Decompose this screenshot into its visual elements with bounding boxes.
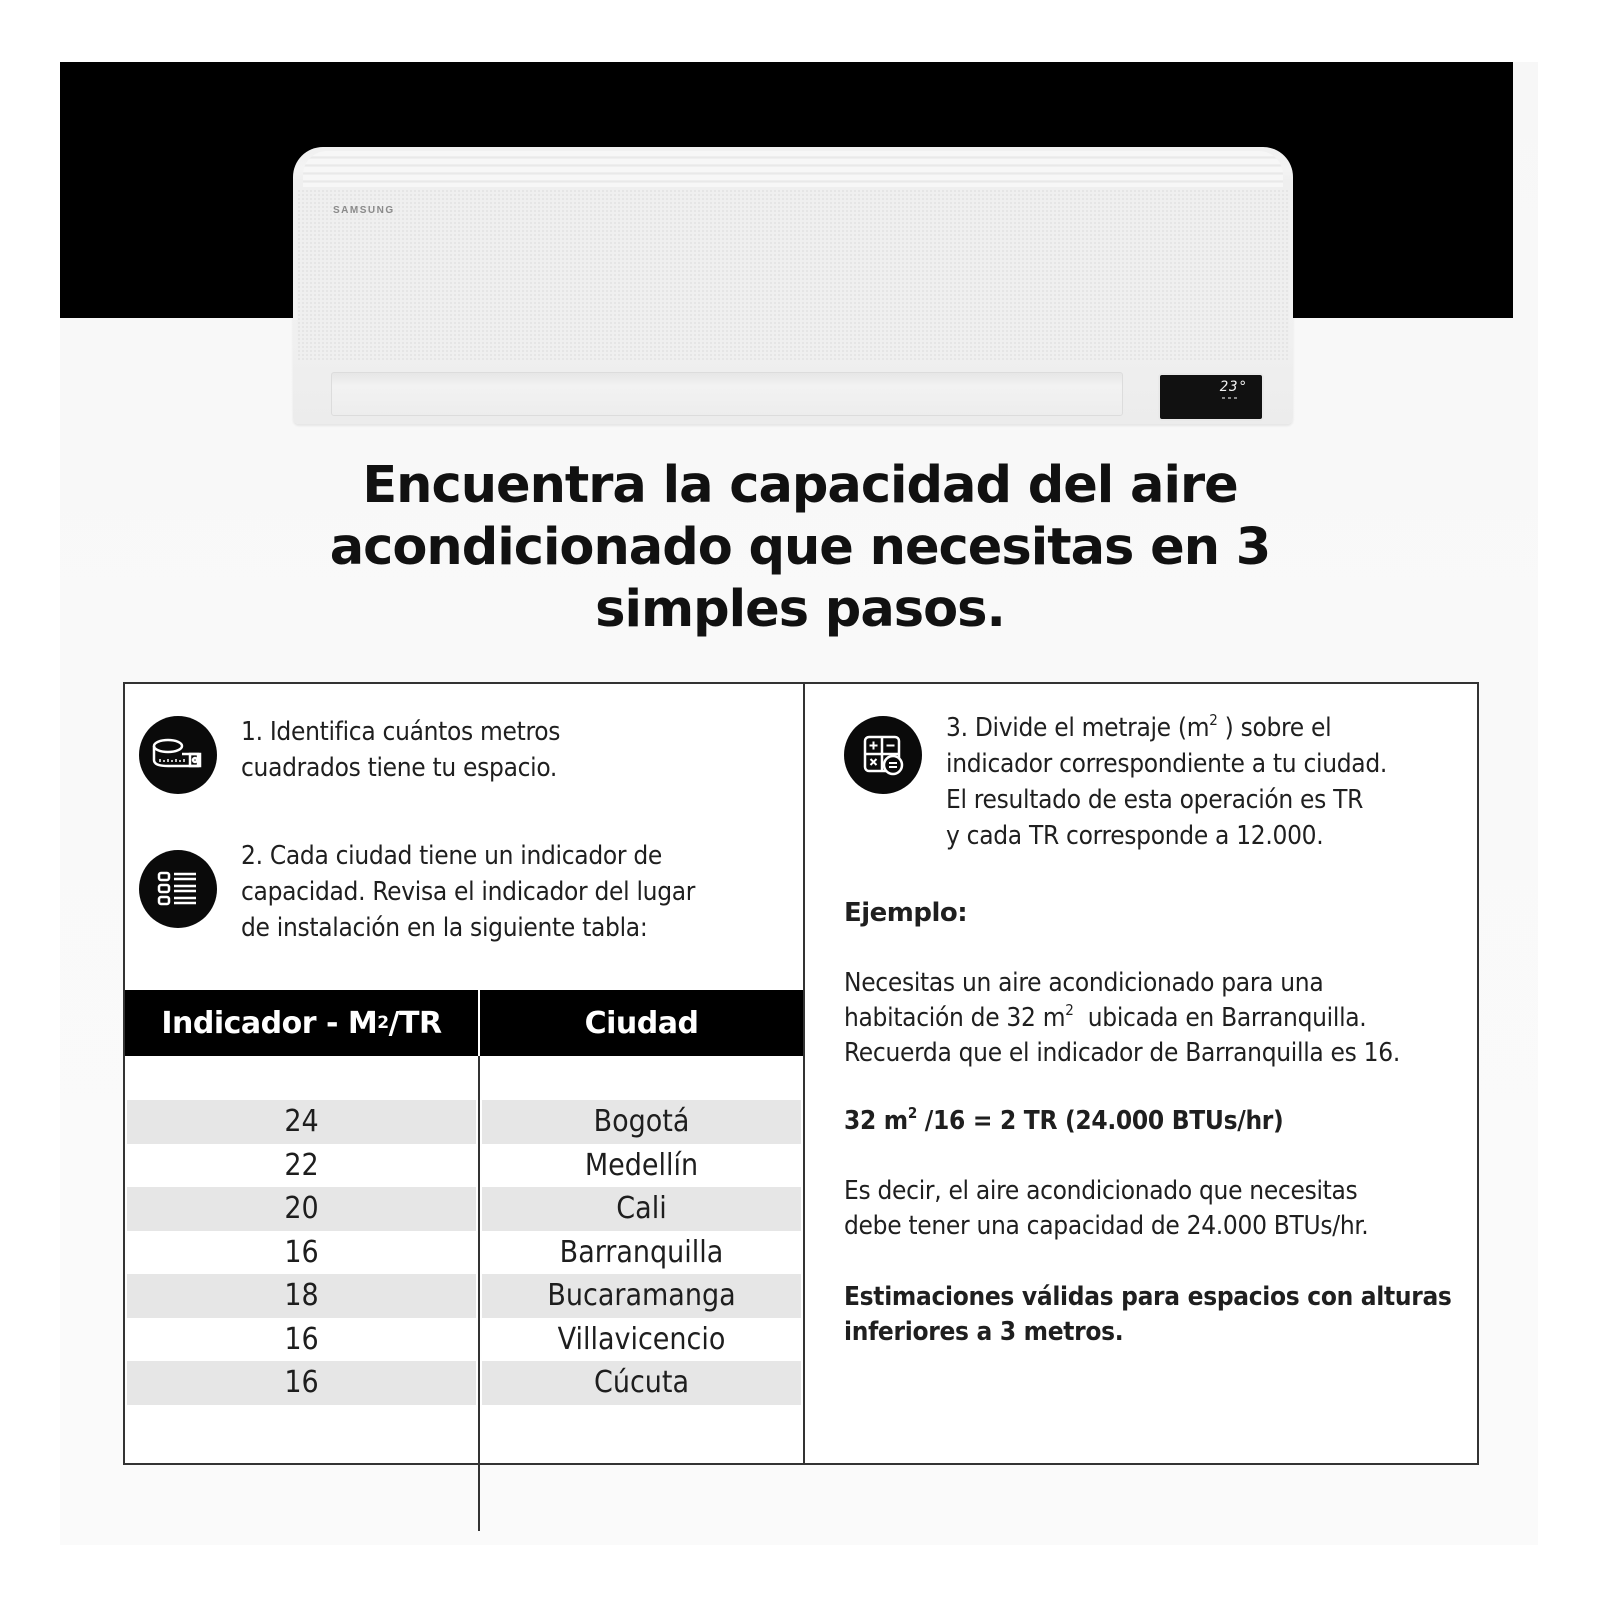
example-text — [844, 1001, 1400, 1036]
table-row — [125, 1144, 803, 1188]
superscript: 2 — [1065, 1001, 1074, 1019]
example-text: Recuerda que el indicador de Barranquilla es 16. — [844, 1038, 1400, 1068]
ac-front-panel — [297, 189, 1289, 360]
step-2-text: de instalación en la siguiente tabla: — [241, 913, 648, 943]
ac-louver — [331, 372, 1123, 416]
headline-line: acondicionado que necesitas en 3 — [329, 518, 1271, 577]
step-3 — [844, 711, 1388, 854]
steps-box — [123, 682, 1479, 1465]
cell-city: Bucaramanga — [482, 1274, 801, 1318]
example-conclusion — [844, 1174, 1368, 1244]
example-text-part: habitación de 32 m — [844, 1003, 1066, 1033]
tape-measure-icon — [139, 716, 217, 794]
table-row — [125, 1231, 803, 1275]
air-conditioner-image — [293, 147, 1293, 424]
example-calculation — [844, 1104, 1283, 1139]
calculator-icon — [844, 716, 922, 794]
step-3-text: El resultado de esta operación es TR — [946, 785, 1364, 815]
note-text: Estimaciones válidas para espacios con alturas — [844, 1282, 1452, 1312]
header-text: Indicador - M — [161, 1005, 378, 1041]
cell-indicator: 16 — [284, 1321, 319, 1357]
cell-city: Barranquilla — [559, 1234, 724, 1270]
step-2-text: capacidad. Revisa el indicador del lugar — [241, 877, 696, 907]
table-row — [125, 1318, 803, 1362]
note-text: inferiores a 3 metros. — [844, 1317, 1124, 1347]
step-1-text: cuadrados tiene tu espacio. — [241, 753, 558, 783]
cell-city: Cúcuta — [482, 1361, 801, 1405]
step-3-text — [946, 710, 1387, 746]
column-divider — [803, 684, 805, 1463]
calc-text: 32 m — [844, 1106, 908, 1136]
city-indicator-table — [125, 990, 803, 1405]
cell-indicator: 24 — [127, 1100, 476, 1144]
cell-indicator: 16 — [127, 1361, 476, 1405]
example-title: Ejemplo: — [844, 898, 968, 928]
list-icon — [139, 850, 217, 928]
headline-line: Encuentra la capacidad del aire — [362, 456, 1238, 515]
ac-display — [1158, 373, 1264, 421]
superscript: 2 — [1209, 711, 1218, 729]
step-3-text-part: ) sobre el — [1217, 713, 1332, 743]
step-1-text: 1. Identifica cuántos metros — [241, 717, 561, 747]
cell-indicator: 22 — [284, 1147, 319, 1183]
example-text: Necesitas un aire acondicionado para una — [844, 968, 1324, 998]
table-row — [125, 1361, 803, 1405]
step-3-text: indicador correspondiente a tu ciudad. — [946, 749, 1388, 779]
example-text: debe tener una capacidad de 24.000 BTUs/hr. — [844, 1211, 1369, 1241]
superscript: 2 — [907, 1104, 917, 1122]
table-row — [125, 1100, 803, 1144]
cell-city: Cali — [482, 1187, 801, 1231]
calc-text: /16 = 2 TR (24.000 BTUs/hr) — [916, 1106, 1284, 1136]
step-3-text: y cada TR corresponde a 12.000. — [946, 821, 1324, 851]
header-text: /TR — [388, 1005, 442, 1041]
step-3-text-part: 3. Divide el metraje (m — [946, 713, 1210, 743]
headline — [300, 455, 1300, 641]
estimation-note — [844, 1280, 1452, 1350]
example-text-part: ubicada en Barranquilla. — [1073, 1003, 1367, 1033]
example-paragraph — [844, 966, 1400, 1071]
cell-indicator: 18 — [127, 1274, 476, 1318]
ac-display-temperature: 23° — [1219, 379, 1248, 395]
table-row — [125, 1187, 803, 1231]
cell-indicator: 20 — [127, 1187, 476, 1231]
ac-display-indicators — [1222, 397, 1238, 399]
cell-city: Bogotá — [482, 1100, 801, 1144]
ac-top-vent — [303, 151, 1283, 187]
column-header-indicator: Indicador - M 2 /TR — [125, 990, 478, 1056]
table-row — [125, 1274, 803, 1318]
step-2 — [139, 841, 696, 946]
cell-indicator: 16 — [284, 1234, 319, 1270]
example-text: Es decir, el aire acondicionado que necesitas — [844, 1176, 1358, 1206]
step-1 — [139, 716, 560, 794]
table-column-divider — [478, 1056, 480, 1531]
cell-city: Villavicencio — [557, 1321, 726, 1357]
step-2-text: 2. Cada ciudad tiene un indicador de — [241, 841, 662, 871]
column-header-city: Ciudad — [480, 990, 803, 1056]
headline-line: simples pasos. — [595, 580, 1005, 639]
table-body — [125, 1056, 803, 1405]
table-header — [125, 990, 803, 1056]
ac-brand-logo: SAMSUNG — [333, 205, 395, 216]
cell-city: Medellín — [584, 1147, 699, 1183]
